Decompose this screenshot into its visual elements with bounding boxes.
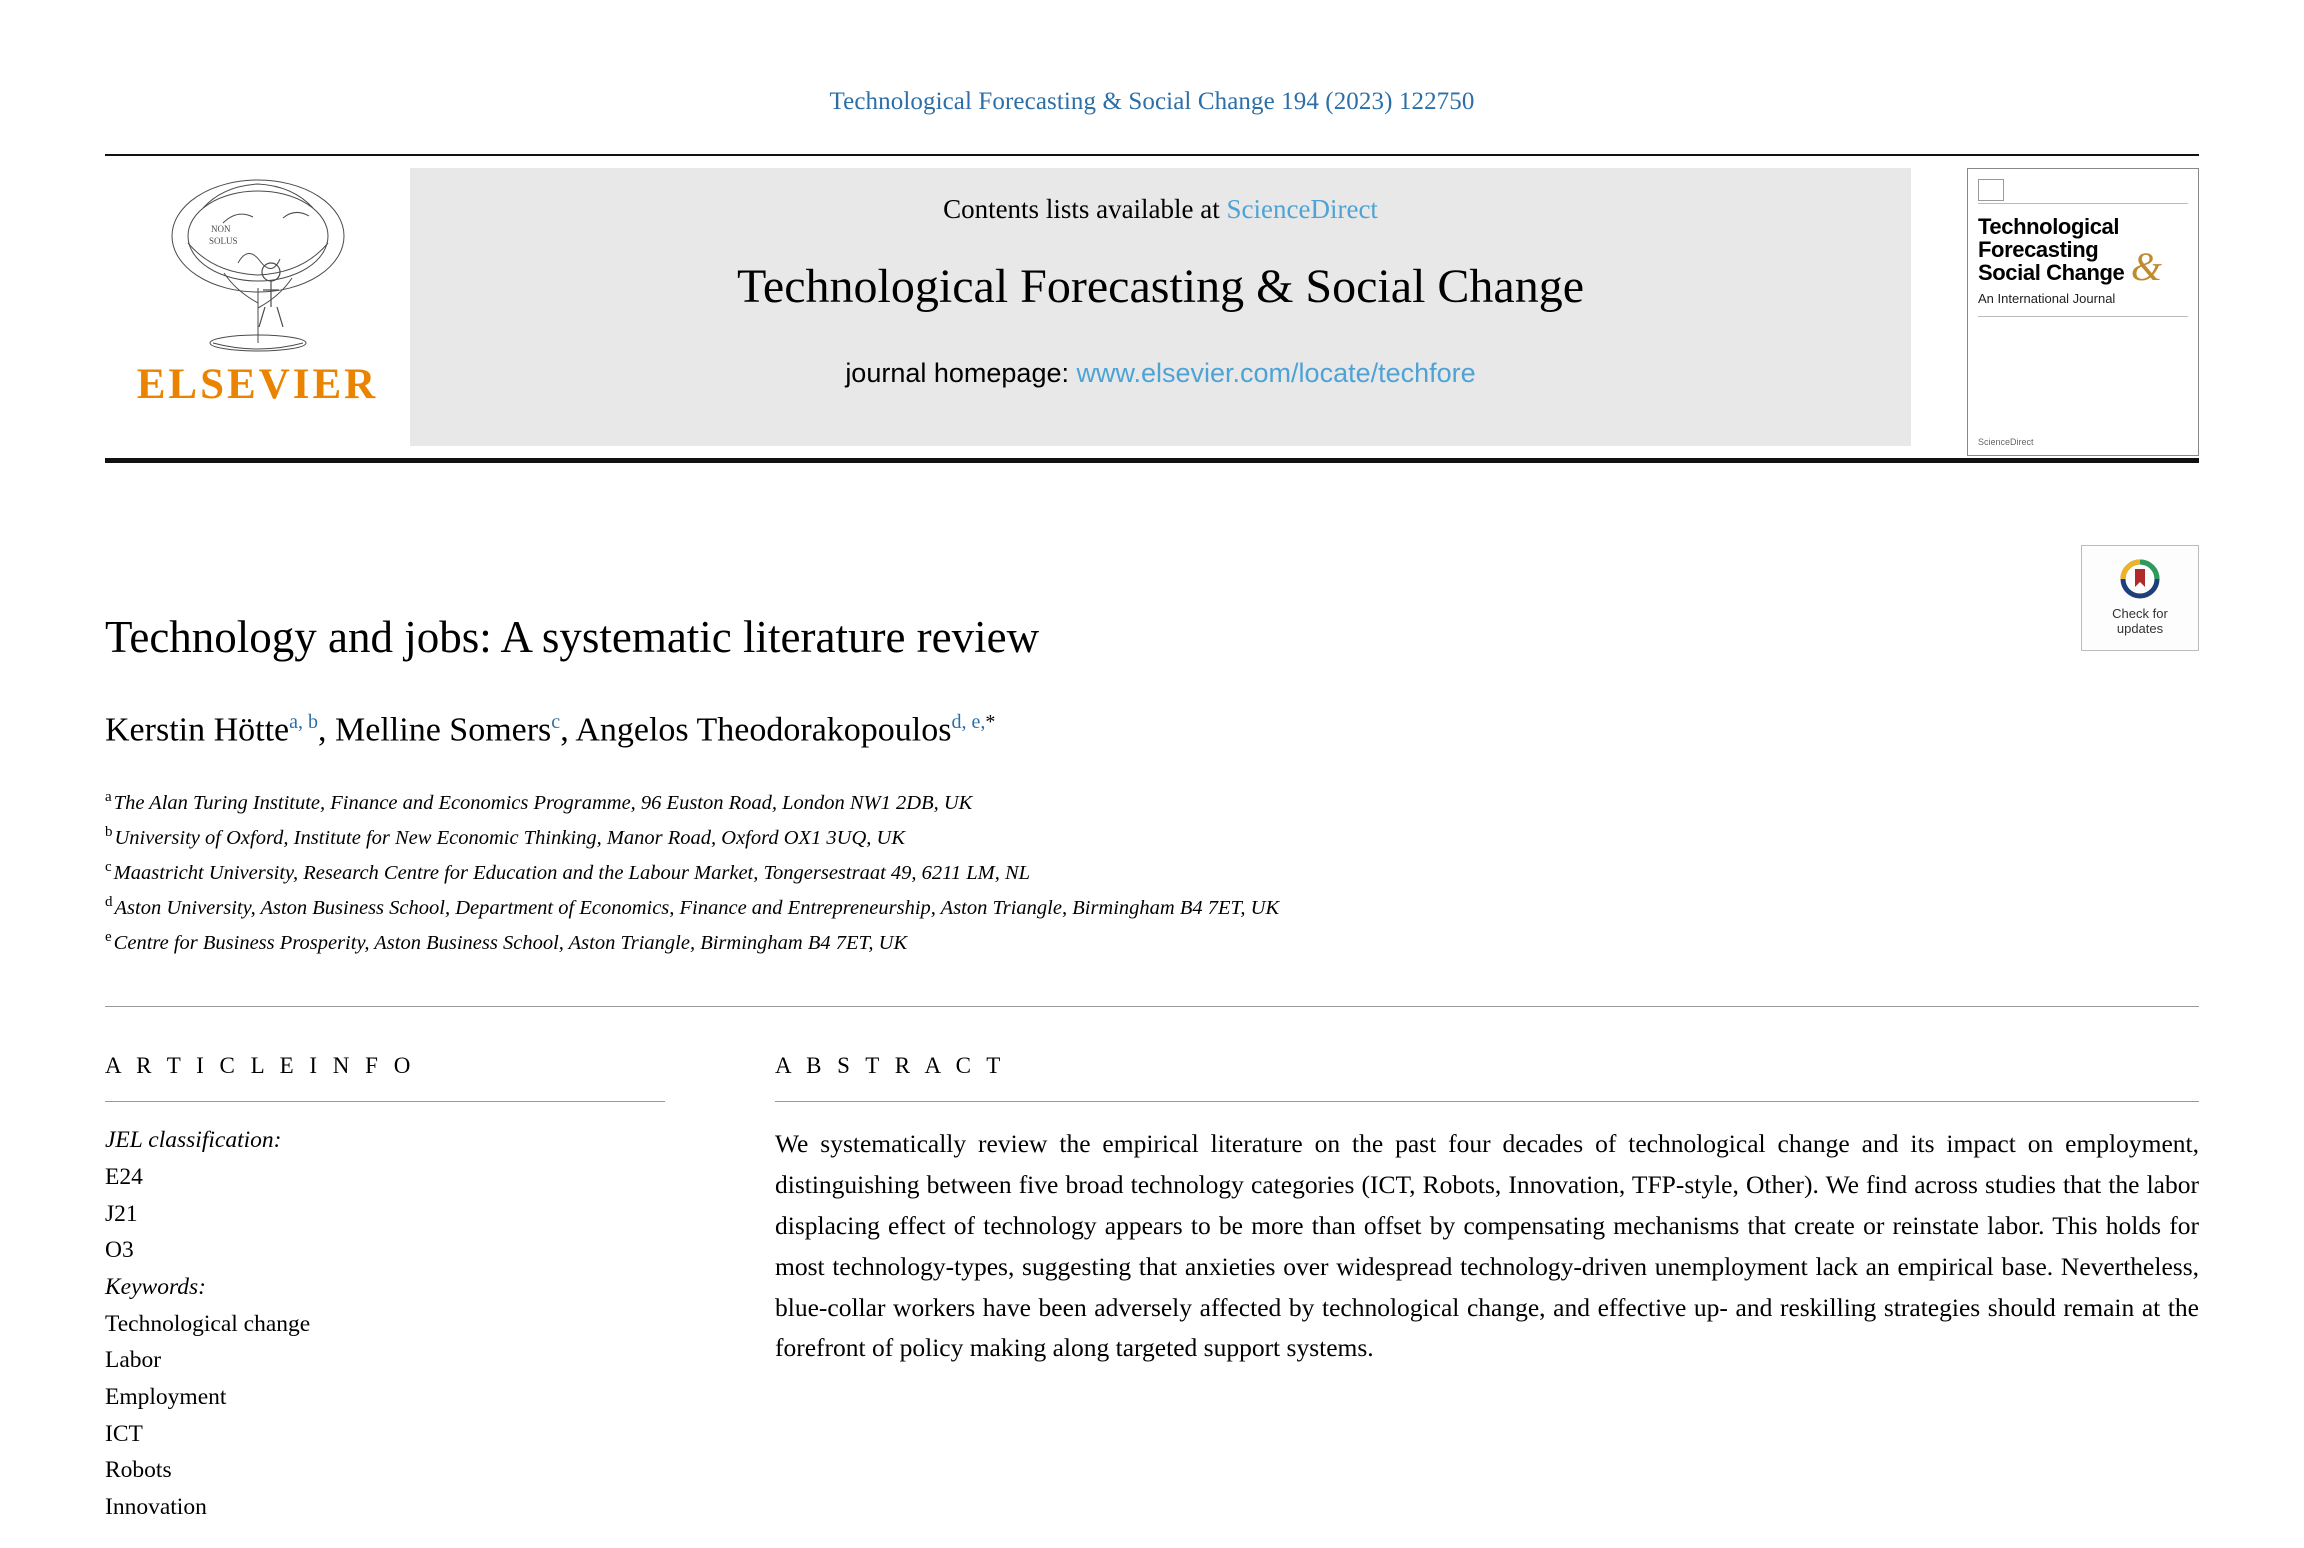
author-name-2: Melline Somers bbox=[335, 711, 552, 749]
check-updates-line2: updates bbox=[2116, 621, 2164, 636]
abstract-column bbox=[775, 1053, 2199, 1525]
sciencedirect-link[interactable]: ScienceDirect bbox=[1226, 194, 1378, 224]
article-info-column bbox=[105, 1053, 665, 1525]
affiliation-text: University of Oxford, Institute for New Economic Thinking, Manor Road, Oxford OX1 3UQ, UK bbox=[114, 827, 906, 850]
check-for-updates-badge[interactable] bbox=[2081, 545, 2199, 651]
masthead-bottom-rule bbox=[105, 458, 2199, 463]
cover-title-line1: Technological bbox=[1978, 214, 2120, 239]
cover-title-line2: Forecasting bbox=[1978, 236, 2099, 262]
affiliation-text: Centre for Business Prosperity, Aston Business School, Aston Triangle, Birmingham B4 7ET, UK bbox=[113, 932, 908, 955]
keyword-item: Employment bbox=[105, 1384, 227, 1411]
affiliation-item bbox=[105, 925, 2199, 960]
check-updates-line1: Check for bbox=[2112, 606, 2168, 622]
journal-cover-thumbnail[interactable] bbox=[1967, 168, 2199, 456]
author-name-1: Kerstin Hötte bbox=[105, 711, 290, 749]
affiliation-mark: e bbox=[105, 929, 112, 946]
author-sep-1: , bbox=[318, 711, 336, 749]
author-sep-2: , bbox=[560, 711, 576, 749]
homepage-line bbox=[845, 358, 1475, 389]
homepage-prefix: journal homepage: bbox=[845, 358, 1077, 388]
masthead-banner bbox=[410, 168, 1911, 446]
affiliation-mark: a bbox=[105, 789, 112, 806]
svg-text:NON: NON bbox=[210, 224, 230, 234]
section-divider bbox=[105, 1006, 2199, 1007]
keyword-item: ICT bbox=[105, 1420, 143, 1447]
abstract-text: We systematically review the empirical literature on the past four decades of technological change and its impact on employment, distinguishing between five broad technology categories (ICT, Robots, Innovation, TFP-style, Other). We find across studies that the labor displacing effect of technology appears to be more than offset by compensating mechanisms that create or reinstate labor. This holds for most technology-types, suggesting that anxieties over widespread technology-driven unemployment lack an empirical base. Nevertheless, blue-collar workers have been adversely affected by technological change, and effective up- and reskilling strategies should remain at the forefront of policy making along targeted support systems. bbox=[775, 1129, 2199, 1363]
jel-classification-label: JEL classification: bbox=[105, 1127, 282, 1154]
affiliation-mark: b bbox=[105, 824, 113, 841]
cover-ampersand: & bbox=[2130, 244, 2162, 289]
article-info-heading: A R T I C L E I N F O bbox=[105, 1053, 416, 1079]
author-affil-marks-3: d, e, bbox=[951, 711, 986, 733]
jel-code: E24 bbox=[105, 1164, 143, 1191]
author-list bbox=[105, 711, 2199, 749]
abstract-rule bbox=[775, 1101, 2199, 1102]
keyword-item: Labor bbox=[105, 1347, 162, 1374]
cover-divider bbox=[1978, 316, 2188, 317]
affiliation-item bbox=[105, 785, 2199, 820]
affiliation-text: The Alan Turing Institute, Finance and Economics Programme, 96 Euston Road, London NW1 2DB, UK bbox=[113, 792, 973, 815]
keyword-item: Robots bbox=[105, 1457, 172, 1484]
svg-text:SOLUS: SOLUS bbox=[208, 236, 238, 246]
running-head: Technological Forecasting & Social Change 194 (2023) 122750 bbox=[829, 88, 1475, 115]
article-info-rule bbox=[105, 1101, 665, 1102]
author-affil-marks-2: c bbox=[551, 711, 561, 733]
elsevier-tree-icon bbox=[143, 168, 373, 358]
affiliation-text: Maastricht University, Research Centre for Education and the Labour Market, Tongersestraat 49, 6211 LM, NL bbox=[113, 862, 1031, 885]
contents-prefix: Contents lists available at bbox=[943, 194, 1227, 224]
corresponding-author-star: * bbox=[985, 711, 996, 733]
cover-publisher-icon bbox=[1978, 179, 2004, 201]
jel-code: O3 bbox=[105, 1237, 134, 1264]
cover-title-line3: Social Change bbox=[1978, 259, 2125, 285]
cover-footer bbox=[1978, 437, 2188, 447]
cover-topbar bbox=[1978, 177, 2188, 204]
affiliation-mark: c bbox=[105, 859, 112, 876]
contents-line bbox=[943, 194, 1378, 225]
cover-footer-text: ScienceDirect bbox=[1978, 437, 2034, 447]
journal-masthead bbox=[105, 154, 2199, 458]
affiliation-item bbox=[105, 890, 2199, 925]
affiliation-list bbox=[105, 785, 2199, 960]
article-info-body bbox=[105, 1122, 665, 1525]
jel-code: J21 bbox=[105, 1200, 138, 1227]
author-name-3: Angelos Theodorakopoulos bbox=[575, 711, 952, 749]
affiliation-mark: d bbox=[105, 894, 113, 911]
journal-title: Technological Forecasting & Social Change bbox=[736, 260, 1585, 313]
keywords-label: Keywords: bbox=[105, 1274, 206, 1301]
crossmark-icon bbox=[2116, 559, 2164, 603]
cover-subtitle: An International Journal bbox=[1978, 290, 2116, 306]
author-affil-marks-1: a, b bbox=[289, 711, 319, 733]
page-title: Technology and jobs: A systematic literature review bbox=[105, 612, 1040, 662]
journal-homepage-link[interactable]: www.elsevier.com/locate/techfore bbox=[1076, 358, 1476, 388]
elsevier-logo bbox=[105, 168, 410, 409]
keyword-item: Technological change bbox=[105, 1310, 311, 1337]
affiliation-item bbox=[105, 820, 2199, 855]
info-abstract-columns bbox=[105, 1053, 2199, 1525]
affiliation-text: Aston University, Aston Business School, Department of Economics, Finance and Entrepreneurship, Aston Triangle, Birmingham B4 7ET, UK bbox=[114, 897, 1280, 920]
elsevier-wordmark: ELSEVIER bbox=[136, 361, 379, 408]
keyword-item: Innovation bbox=[105, 1494, 207, 1521]
abstract-heading: A B S T R A C T bbox=[775, 1053, 1006, 1079]
affiliation-item bbox=[105, 855, 2199, 890]
